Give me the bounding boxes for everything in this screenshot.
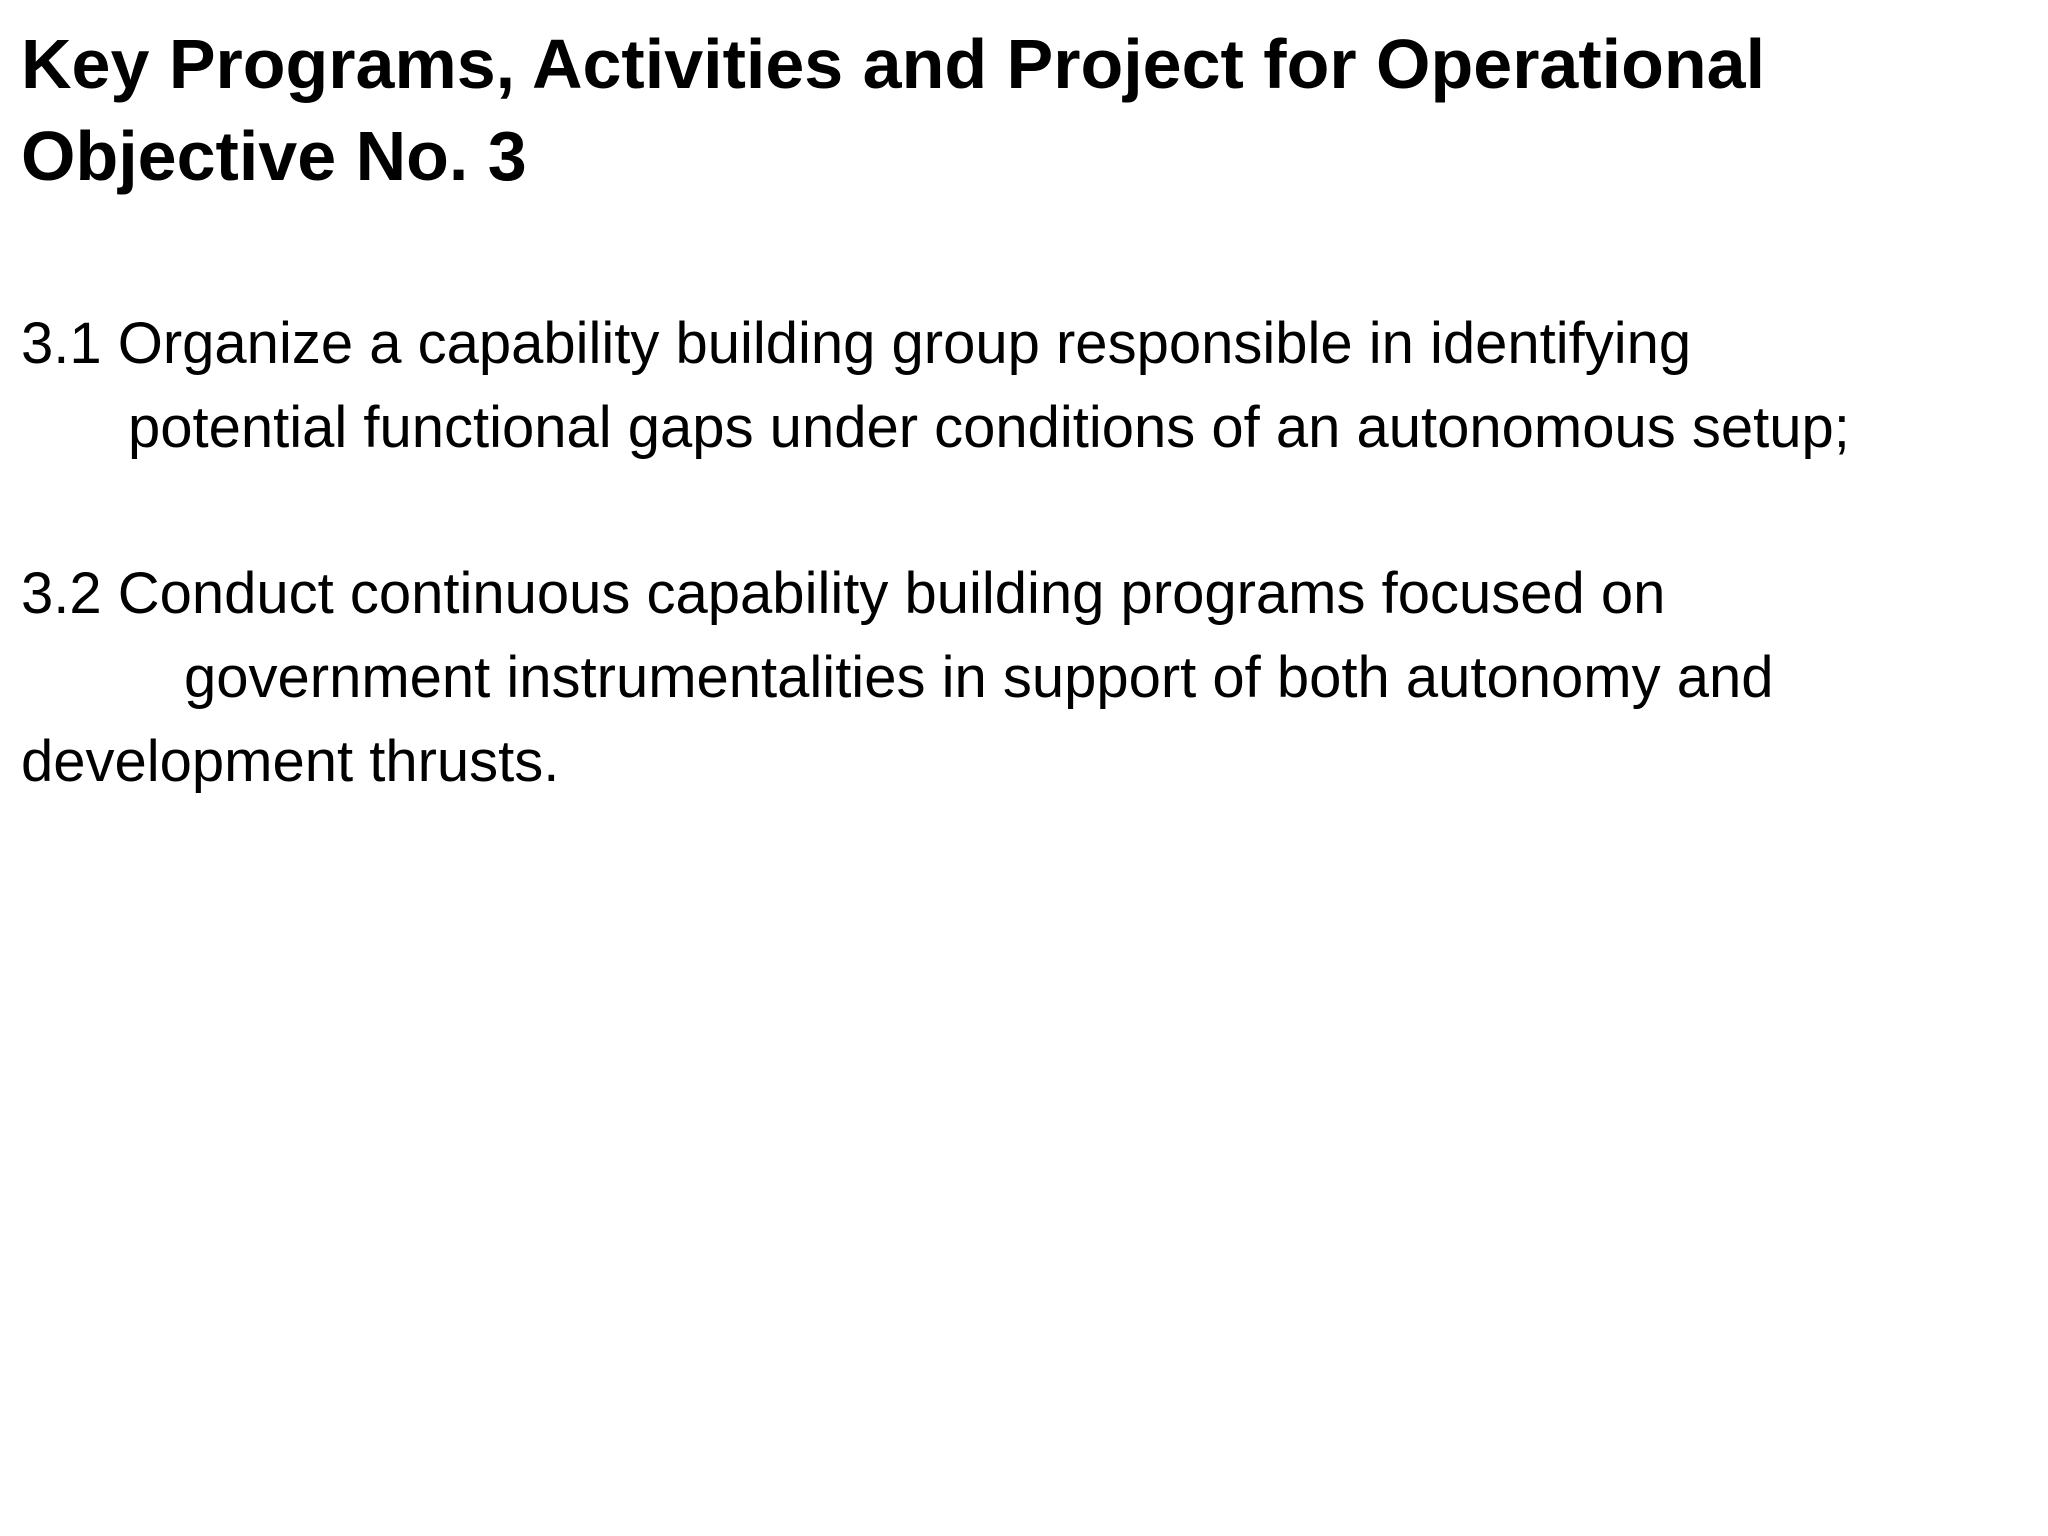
- item-line: potential functional gaps under conditions of an autonomous setup;: [128, 395, 1850, 460]
- slide-title: Key Programs, Activities and Project for Operational Objective No. 3: [21, 25, 1766, 195]
- item-line: government instrumentalities in support of both autonomy and: [184, 645, 1774, 710]
- item-line: 3.2 Conduct continuous capability building programs focused on: [21, 561, 1666, 626]
- item-line: development thrusts.: [21, 729, 560, 794]
- item-line: 3.1 Organize a capability building group responsible in identifying: [21, 311, 1692, 376]
